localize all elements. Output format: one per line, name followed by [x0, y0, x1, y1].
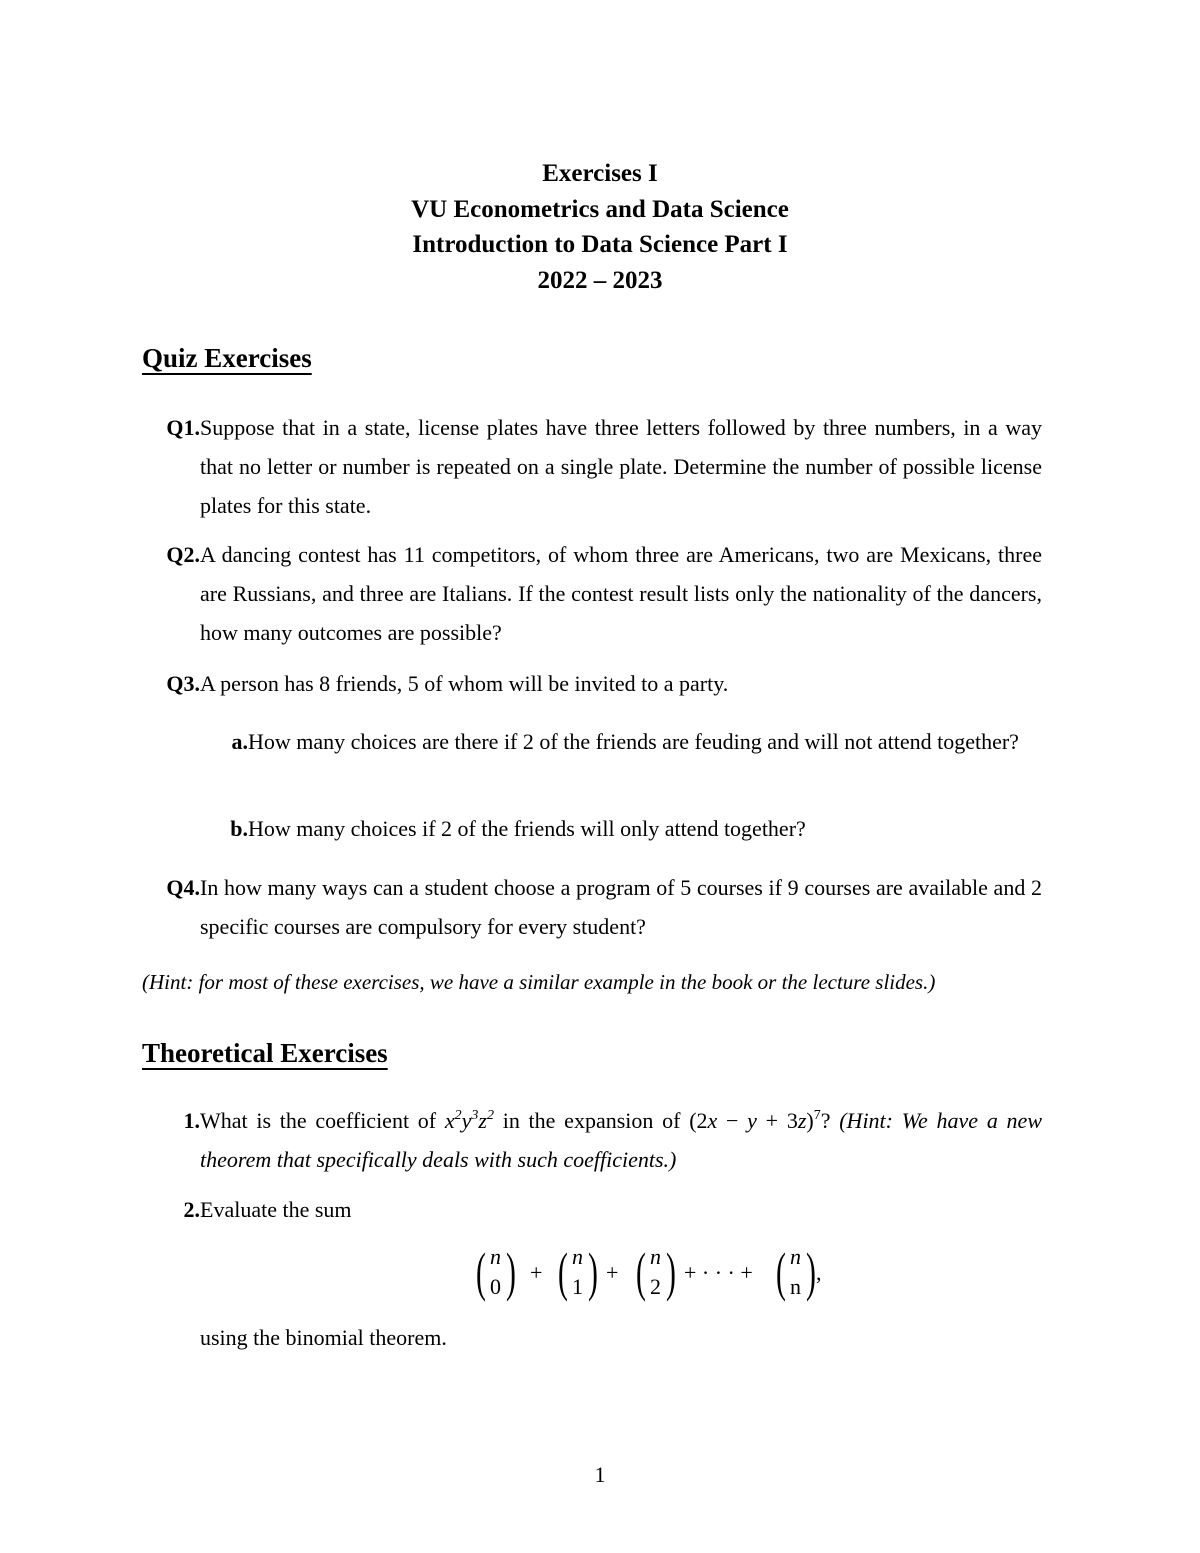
operator: + · · · + — [684, 1260, 753, 1285]
exercise-label: 2. — [183, 1197, 200, 1222]
subquestion-label: b. — [230, 816, 248, 841]
question-label: Q4. — [166, 875, 200, 900]
exercise-text: Evaluate the sum — [200, 1197, 352, 1222]
question-q4 — [142, 868, 1042, 946]
question-q1 — [142, 408, 1042, 525]
question-q3-a — [210, 722, 1042, 761]
binom-top: n — [650, 1244, 661, 1269]
question-text: Suppose that in a state, license plates have three letters followed by three numbers, in a way that no letter or number is repeated on a single plate. Determine the number of possible license plates for this state. — [200, 415, 1042, 518]
binom-bottom: n — [790, 1274, 801, 1299]
binom-top: n — [790, 1244, 801, 1269]
exercise-text-part: ? — [820, 1108, 840, 1133]
question-label: Q3. — [166, 671, 200, 696]
binom-top: n — [572, 1244, 583, 1269]
exercise-2-continuation — [142, 1318, 1042, 1357]
question-label: Q1. — [166, 415, 200, 440]
operator: + — [530, 1260, 543, 1285]
binom-bottom: 0 — [490, 1274, 501, 1299]
binomial-sum-formula: ( n 0 ) + ( n 1 ) + ( n 2 ) + · · · + ( n n ) , — [476, 1242, 822, 1302]
quiz-hint: (Hint: for most of these exercises, we have a similar example in the book or the lecture slides.) — [142, 970, 936, 994]
exercise-text-part: What is the coefficient of — [200, 1108, 445, 1133]
subquestion-text: How many choices if 2 of the friends will only attend together? — [248, 816, 806, 841]
exercise-hint: (Hint: We have a new theorem that specifically deals with such coefficients.) — [200, 1108, 1042, 1172]
subquestion-text: How many choices are there if 2 of the friends are feuding and will not attend together? — [248, 729, 1019, 754]
question-text: A person has 8 friends, 5 of whom will be invited to a party. — [200, 671, 729, 696]
title-line-3: Introduction to Data Science Part I — [412, 231, 788, 258]
question-q2 — [142, 535, 1042, 652]
question-text: In how many ways can a student choose a program of 5 courses if 9 courses are available and 2 specific courses are compulsory for every student? — [200, 875, 1042, 939]
subquestion-label: a. — [231, 729, 248, 754]
expansion-math: $(2x - y + 3z)^7$ — [689, 1108, 821, 1133]
exercise-2 — [142, 1190, 1042, 1229]
binom-top: n — [490, 1244, 501, 1269]
binom-bottom: 1 — [572, 1274, 583, 1299]
question-text: A dancing contest has 11 competitors, of whom three are Americans, two are Mexicans, three are Russians, and three are Italians. If the contest result lists only the nationality of the dancers, how many outcomes are possible? — [200, 542, 1042, 645]
exercise-text-part: in the expansion of — [493, 1108, 690, 1133]
title-line-2: VU Econometrics and Data Science — [411, 195, 789, 223]
binom-bottom: 2 — [650, 1274, 661, 1299]
question-q3 — [142, 664, 1042, 703]
exercise-text: using the binomial theorem. — [200, 1325, 447, 1350]
title-line-1: Exercises I — [542, 160, 658, 187]
operator: + — [606, 1260, 619, 1285]
exercise-1 — [142, 1101, 1042, 1179]
question-q3-b — [210, 809, 1042, 848]
operator: , — [816, 1260, 822, 1285]
monomial-math: $x^2y^3z^2$ — [444, 1108, 494, 1133]
quiz-heading: Quiz Exercises — [142, 343, 312, 373]
theory-heading: Theoretical Exercises — [142, 1038, 388, 1068]
exercise-text — [200, 1101, 1042, 1179]
question-label: Q2. — [166, 542, 200, 567]
title-line-4: 2022 – 2023 — [537, 266, 663, 294]
page-number: 1 — [594, 1462, 606, 1487]
exercise-label: 1. — [183, 1108, 200, 1133]
title-block — [0, 156, 1200, 298]
